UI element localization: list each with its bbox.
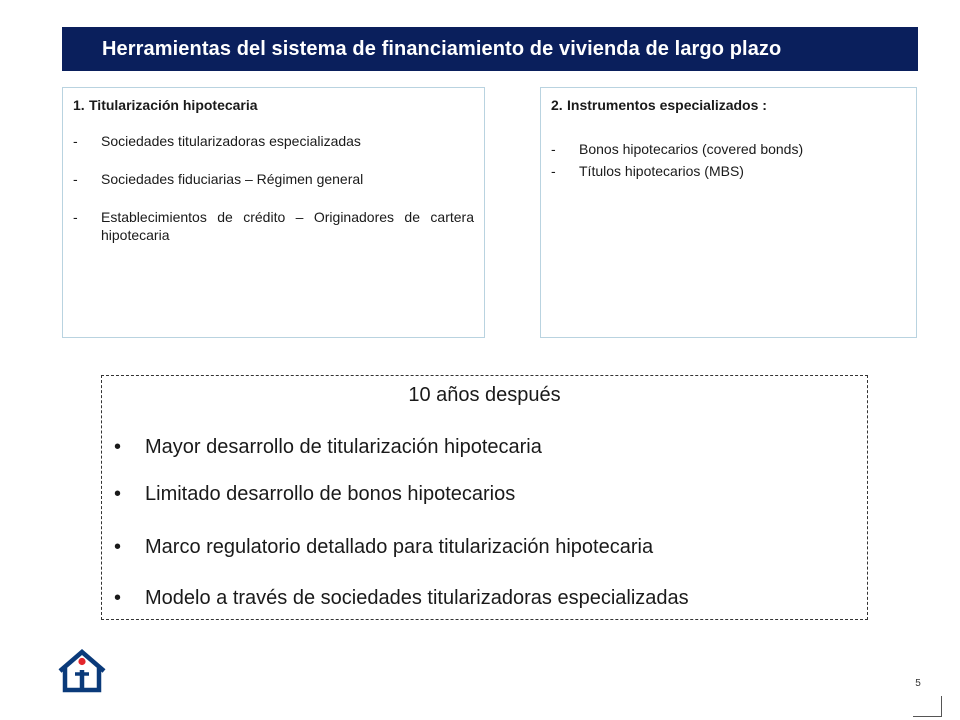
summary-bullet — [114, 483, 515, 506]
box-heading — [73, 96, 474, 114]
summary-box — [101, 375, 868, 620]
list-item — [73, 170, 474, 188]
list-item — [73, 208, 474, 244]
dash-marker: - — [73, 133, 78, 149]
list-item-text: Establecimientos de crédito – Originadores de cartera hipotecaria — [101, 209, 474, 243]
dash-marker: - — [73, 171, 78, 187]
bullet-text: Limitado desarrollo de bonos hipotecarios — [145, 483, 516, 505]
page-number: 5 — [915, 678, 921, 689]
summary-bullet — [114, 536, 653, 559]
summary-title: 10 años después — [408, 384, 561, 406]
slide-title-bar — [62, 27, 918, 71]
heading-number: 1. — [73, 97, 85, 113]
list-item-text: Sociedades fiduciarias – Régimen general — [101, 171, 364, 187]
summary-bullet — [114, 587, 689, 610]
slide-title: Herramientas del sistema de financiamiento de vivienda de largo plazo — [102, 37, 782, 60]
bullet-marker: • — [114, 483, 122, 505]
bullet-marker: • — [114, 587, 122, 609]
bullet-marker: • — [114, 436, 122, 458]
heading-text: Titularización hipotecaria — [89, 97, 258, 113]
bullet-text: Mayor desarrollo de titularización hipotecaria — [145, 436, 542, 458]
list-item-text: Bonos hipotecarios (covered bonds) — [579, 141, 804, 157]
box-heading — [551, 96, 906, 114]
dash-marker: - — [73, 209, 78, 225]
bullet-marker: • — [114, 536, 122, 558]
list-item-text: Sociedades titularizadoras especializadas — [101, 133, 361, 149]
heading-number: 2. — [551, 97, 563, 113]
dash-marker: - — [551, 163, 556, 179]
heading-text: Instrumentos especializados : — [567, 97, 767, 113]
corner-mark — [913, 696, 942, 717]
list-item — [551, 140, 906, 158]
instrumentos-box — [540, 87, 917, 338]
bullet-text: Marco regulatorio detallado para titularización hipotecaria — [145, 536, 654, 558]
list-item-text: Títulos hipotecarios (MBS) — [579, 163, 744, 179]
list-item — [551, 162, 906, 180]
list-item — [73, 132, 474, 150]
bullet-text: Modelo a través de sociedades titularizadoras especializadas — [145, 587, 689, 609]
summary-bullet — [114, 436, 542, 459]
dash-marker: - — [551, 141, 556, 157]
house-logo-icon — [56, 647, 108, 693]
titularizacion-box — [62, 87, 485, 338]
